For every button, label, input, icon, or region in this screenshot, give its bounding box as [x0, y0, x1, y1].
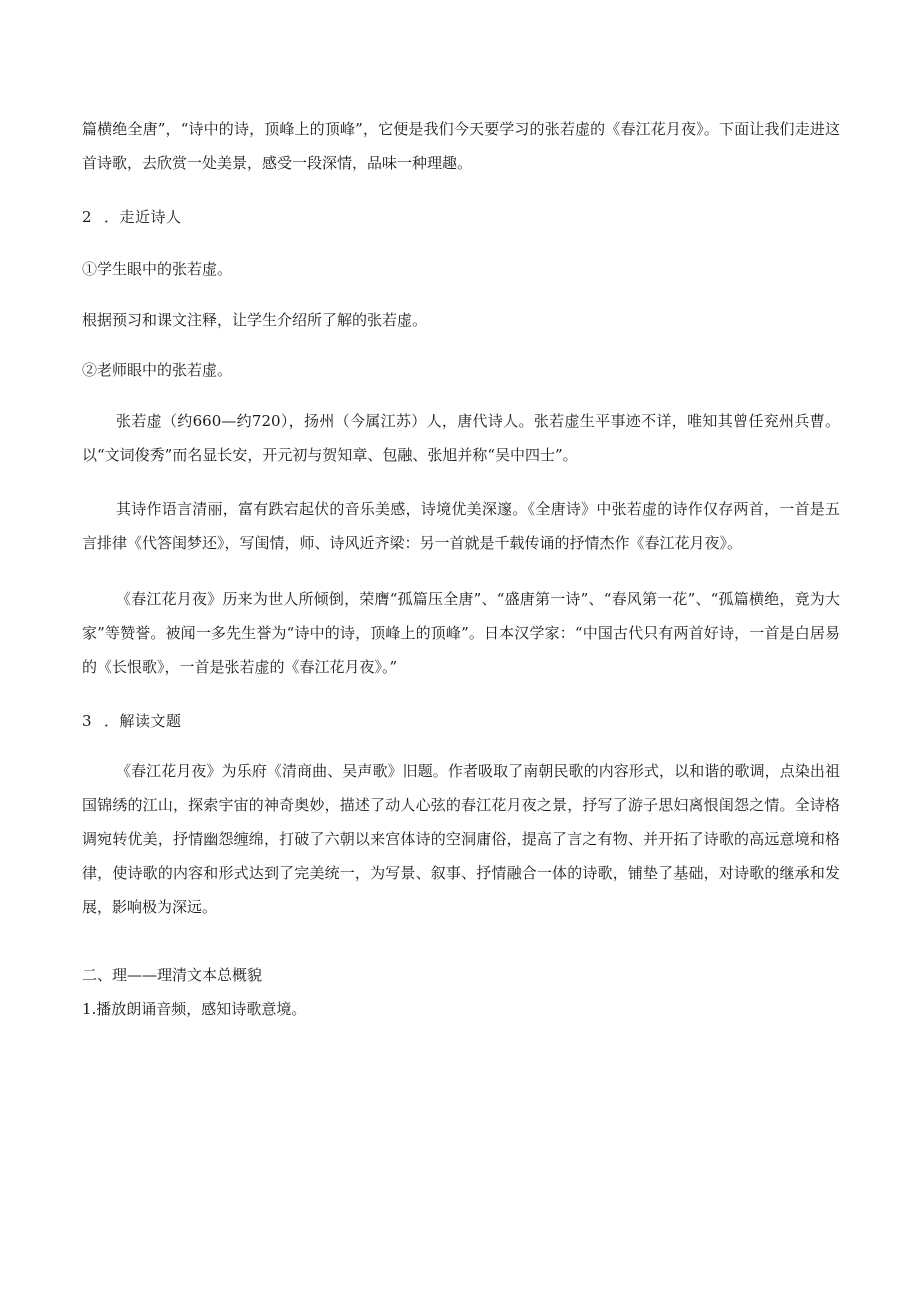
- section-3-heading: [82, 704, 840, 738]
- section-2-number: 2: [82, 208, 93, 226]
- section-3-title: ．解读文题: [104, 712, 182, 730]
- poetry-style-paragraph: 其诗作语言清丽，富有跌宕起伏的音乐美感，诗境优美深邃。《全唐诗》中张若虚的诗作仅存两首，一首是五言排律《代答闺梦还》，写闺情，师、诗风近齐梁：另一首就是千载传诵的抒情杰作《春江花月夜》。: [82, 500, 840, 552]
- section-3-number: 3: [82, 712, 93, 730]
- part-2-heading: 二、理——理清文本总概貌: [82, 966, 263, 984]
- intro-paragraph: 篇横绝全唐”，“诗中的诗，顶峰上的顶峰”，它便是我们今天要学习的张若虚的《春江花月夜》。下面让我们走进这首诗歌，去欣赏一处美景，感受一段深情，品味一种理趣。: [82, 120, 840, 172]
- subsection-1-text: 根据预习和课文注释，让学生介绍所了解的张若虚。: [82, 311, 428, 329]
- title-interpretation-paragraph: 《春江花月夜》为乐府《清商曲、吴声歌》旧题。作者吸取了南朝民歌的内容形式，以和谐的歌调，点染出祖国锦绣的江山，探索宇宙的神奇奥妙，描述了动人心弦的春江花月夜之景，抒写了游子思妇离恨闺怨之情。全诗格调宛转优美，抒情幽怨缠绵，打破了六朝以来宫体诗的空洞庸俗，提高了言之有物、并开拓了诗歌的高远意境和格律，使诗歌的内容和形式达到了完美统一，为写景、叙事、抒情融合一体的诗歌，铺垫了基础，对诗歌的继承和发展，影响极为深远。: [82, 762, 840, 916]
- subsection-1-heading: ①学生眼中的张若虚。: [82, 260, 233, 278]
- poet-biography-paragraph: 张若虚（约660—约720），扬州（今属江苏）人，唐代诗人。张若虚生平事迹不详，唯知其曾任兖州兵曹。以“文词俊秀”而名显长安，开元初与贺知章、包融、张旭并称“吴中四士”。: [82, 412, 840, 464]
- subsection-2-heading: ②老师眼中的张若虚。: [82, 361, 233, 379]
- section-2-heading: [82, 200, 840, 234]
- item-1-text: 1.播放朗诵音频，感知诗歌意境。: [82, 1000, 307, 1018]
- section-2-title: ．走近诗人: [104, 208, 182, 226]
- praise-paragraph: 《春江花月夜》历来为世人所倾倒，荣膺“孤篇压全唐”、“盛唐第一诗”、“春风第一花”、“孤篇横绝，竟为大家”等赞誉。被闻一多先生誉为“诗中的诗，顶峰上的顶峰”。日本汉学家：“中国古代只有两首好诗，一首是白居易的《长恨歌》，一首是张若虚的《春江花月夜》。”: [82, 590, 840, 676]
